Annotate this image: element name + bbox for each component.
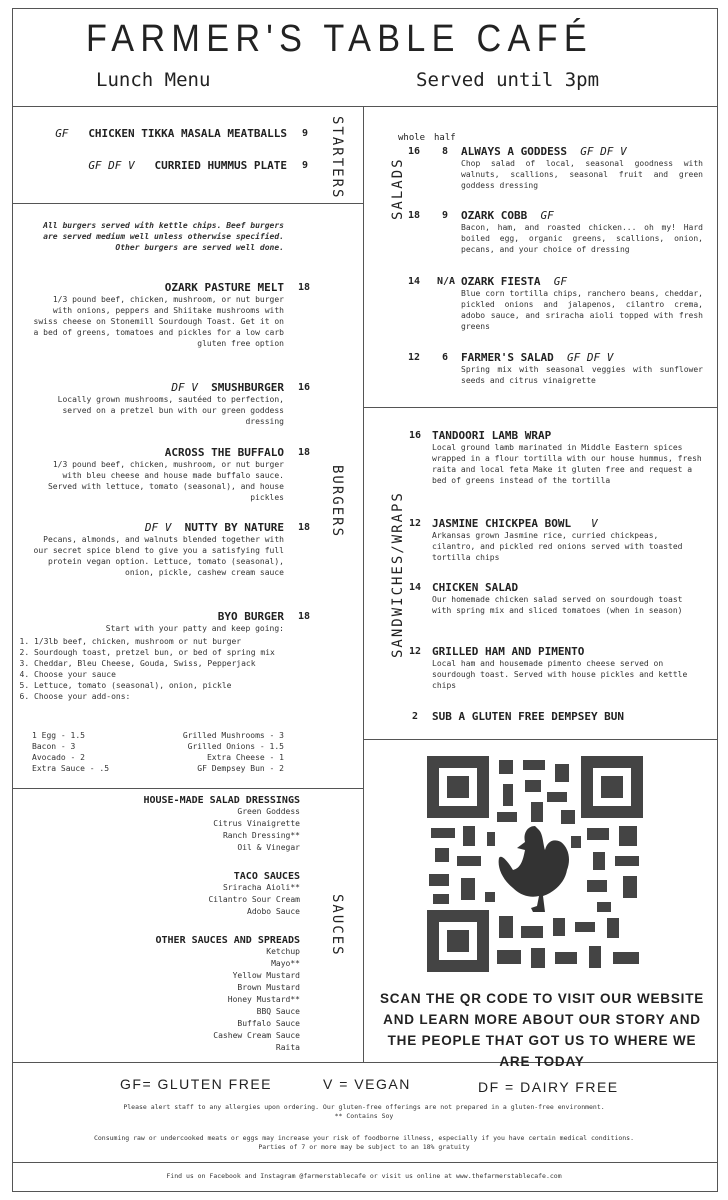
qr-caption: SCAN THE QR CODE TO VISIT OUR WEBSITE AND LEARN MORE ABOUT OUR STORY AND THE PEOPLE THAT GOT US TO WHERE WE ARE TODAY (379, 991, 705, 1069)
diet-tags: GF DF V (88, 159, 135, 172)
price-whole: 12 (408, 352, 421, 363)
list-item: Extra Cheese - 1 (206, 753, 284, 762)
legend-gf: GF= GLUTEN FREE (120, 1076, 273, 1092)
item-name: CURRIED HUMMUS PLATE (154, 159, 287, 172)
diet-tags: GF (540, 209, 554, 222)
item-name: TANDOORI LAMB WRAP (432, 429, 552, 442)
section-label-starters: STARTERS (329, 116, 345, 200)
item-name: OZARK PASTURE MELT (164, 281, 284, 294)
item-description: Locally grown mushrooms, sautéed to perfection, served on a pretzel bun with our green goddess dressing (57, 395, 284, 426)
list-item: Sriracha Aioli** (222, 883, 300, 892)
col-header-whole: whole (398, 133, 426, 143)
item-price: 9 (302, 160, 309, 171)
diet-tags: DF V (144, 521, 172, 534)
sauce-group (60, 795, 300, 854)
price-half: 9 (442, 210, 449, 221)
item-price: 12 (409, 518, 422, 529)
item-description: 1/3 pound beef, chicken, mushroom, or nut burger with onions, peppers and Shiitake mushrooms with swiss cheese on Stonemill Sourdough Toast. Get it on a bed of greens, tomatoes and pickles for a low carb gluten free option (33, 295, 284, 348)
addons-right (150, 730, 284, 774)
item-description: Local ham and housemade pimento cheese served on sourdough toast. Served with house pickles and kettle chips (432, 659, 688, 690)
list-item: Bacon - 3 (32, 742, 76, 751)
price-half: N/A (437, 276, 456, 287)
item-description: Local ground lamb marinated in Middle Eastern spices wrapped in a flour tortilla with our house hummus, fresh raita and local feta Make it gluten free and request a bed of greens instead of the tortilla (432, 443, 702, 485)
soy-notice: ** Contains Soy (334, 1112, 394, 1120)
menu-item (461, 275, 703, 332)
diet-tags: GF DF V (580, 145, 627, 158)
item-name: BYO BURGER (217, 610, 284, 623)
item-price: 9 (302, 128, 309, 139)
list-item: GF Dempsey Bun - 2 (197, 764, 284, 773)
diet-tags: GF (553, 275, 567, 288)
item-description: Start with your patty and keep going: (105, 624, 284, 633)
list-item: 1 Egg - 1.5 (32, 731, 85, 740)
divider (12, 203, 363, 204)
list-item: Ketchup (266, 947, 300, 956)
item-price: 18 (298, 611, 311, 622)
list-item: 4. Choose your sauce (34, 669, 290, 680)
list-item: 1. 1/3lb beef, chicken, mushroom or nut burger (34, 636, 290, 647)
diet-tags: V (590, 517, 598, 530)
item-name: NUTTY BY NATURE (184, 521, 284, 534)
list-item: Cilantro Sour Cream (208, 895, 300, 904)
menu-item (30, 446, 284, 503)
menu-item (432, 710, 702, 723)
item-description: Spring mix with seasonal veggies with sunflower seeds and citrus vinaigrette (461, 365, 703, 385)
menu-item (30, 281, 284, 349)
item-price: 16 (409, 430, 422, 441)
section-label-sauces: SAUCES (329, 894, 345, 957)
social-links[interactable]: Find us on Facebook and Instagram @farmerstablecafe or visit us online at www.thefarmerstablecafe.com (166, 1172, 562, 1180)
sauce-group (60, 871, 300, 918)
item-name: CHICKEN SALAD (432, 581, 519, 594)
menu-item (432, 645, 702, 691)
list-item: Green Goddess (237, 807, 300, 816)
item-name: ALWAYS A GODDESS (461, 145, 567, 158)
group-title: OTHER SAUCES AND SPREADS (155, 935, 300, 946)
diet-tags: DF V (171, 381, 198, 394)
menu-item (432, 581, 702, 616)
price-whole: 18 (408, 210, 421, 221)
diet-tags: GF DF V (566, 351, 614, 364)
menu-item (30, 521, 284, 578)
section-label-burgers: BURGERS (329, 465, 345, 539)
list-item: 6. Choose your add-ons: (34, 691, 290, 702)
item-price: 18 (298, 282, 311, 293)
list-item: Yellow Mustard (232, 971, 300, 980)
list-item: Citrus Vinaigrette (213, 819, 300, 828)
list-item: Grilled Mushrooms - 3 (182, 731, 284, 740)
divider (363, 407, 718, 408)
menu-item (40, 127, 287, 140)
item-name: OZARK COBB (461, 209, 528, 222)
diet-tags: GF (55, 127, 69, 140)
item-name: FARMER'S SALAD (461, 351, 554, 364)
group-title: HOUSE-MADE SALAD DRESSINGS (143, 795, 300, 806)
item-name: SUB A GLUTEN FREE DEMPSEY BUN (432, 710, 625, 723)
divider (12, 106, 718, 107)
sauce-group (60, 935, 300, 1054)
page-title: FARMER'S TABLE CAFÉ (86, 18, 593, 60)
price-half: 6 (442, 352, 449, 363)
legend-v: V = VEGAN (323, 1076, 411, 1092)
served-hours: Served until 3pm (416, 69, 600, 91)
price-whole: 14 (408, 276, 421, 287)
item-description: Our homemade chicken salad served on sourdough toast with spring mix and sliced tomatoes (when in season) (432, 595, 683, 615)
list-item: Grilled Onions - 1.5 (187, 742, 284, 751)
list-item: Mayo** (271, 959, 300, 968)
col-header-half: half (434, 133, 456, 143)
list-item: Honey Mustard** (227, 995, 300, 1004)
item-price: 16 (298, 382, 311, 393)
item-price: 18 (298, 447, 311, 458)
item-price: 18 (298, 522, 311, 533)
burger-note: All burgers served with kettle chips. Beef burgers are served medium well unless otherwise specified. Other burgers are served well done. (43, 221, 284, 252)
list-item: 5. Lettuce, tomato (seasonal), onion, pickle (34, 680, 290, 691)
list-item: Extra Sauce - .5 (32, 764, 110, 773)
list-item: 3. Cheddar, Bleu Cheese, Gouda, Swiss, Pepperjack (34, 658, 290, 669)
list-item: Avocado - 2 (32, 753, 85, 762)
item-price: 2 (412, 711, 419, 722)
section-label-salads: SALADS (390, 157, 406, 220)
item-name: OZARK FIESTA (461, 275, 541, 288)
group-title: TACO SAUCES (233, 871, 300, 882)
list-item: 2. Sourdough toast, pretzel bun, or bed of spring mix (34, 647, 290, 658)
item-name: JASMINE CHICKPEA BOWL (432, 517, 572, 530)
gratuity-notice: Parties of 7 or more may be subject to an 18% gratuity (258, 1143, 470, 1151)
menu-item (30, 381, 284, 427)
raw-food-warning: Consuming raw or undercooked meats or eggs may increase your risk of foodborne illness, especially if you have certain medical conditions. (93, 1134, 635, 1142)
menu-item (461, 145, 703, 191)
item-description: Chop salad of local, seasonal goodness with walnuts, scallions, seasonal fruit and green goddess dressing (461, 159, 703, 190)
item-price: 14 (409, 582, 422, 593)
divider (12, 1162, 718, 1163)
menu-item (461, 351, 703, 386)
allergy-notice: Please alert staff to any allergies upon ordering. Our gluten-free offerings are not prepared in a gluten-free environment. (123, 1103, 605, 1111)
menu-subtitle: Lunch Menu (96, 69, 211, 91)
menu-item (432, 429, 702, 486)
list-item: Brown Mustard (237, 983, 300, 992)
item-description: Arkansas grown Jasmine rice, curried chickpeas, cilantro, and pickled red onions served with toasted tortilla chips (432, 531, 683, 562)
divider (363, 106, 364, 1062)
legend-df: DF = DAIRY FREE (478, 1079, 619, 1095)
menu-item (40, 159, 287, 172)
list-item: BBQ Sauce (256, 1007, 300, 1016)
byo-steps (20, 636, 290, 702)
item-description: Pecans, almonds, and walnuts blended together with our secret spice blend to give you a satisfying full protein vegan option. Lettuce, tomato (seasonal), onion, pickle, cashew cream sauce (33, 535, 284, 577)
price-half: 8 (442, 146, 449, 157)
section-label-sandwiches: SANDWICHES/WRAPS (390, 491, 406, 658)
menu-item (432, 517, 702, 563)
item-description: Bacon, ham, and roasted chicken... oh my! Hard boiled egg, organic greens, scallions, onion, pecans, and your choice of dressing (461, 223, 703, 254)
item-name: CHICKEN TIKKA MASALA MEATBALLS (88, 127, 287, 140)
list-item: Raita (275, 1043, 300, 1052)
qr-code[interactable] (427, 756, 643, 972)
list-item: Oil & Vinegar (237, 843, 300, 852)
item-name: ACROSS THE BUFFALO (164, 446, 284, 459)
list-item: Buffalo Sauce (237, 1019, 300, 1028)
item-price: 12 (409, 646, 422, 657)
list-item: Cashew Cream Sauce (213, 1031, 300, 1040)
item-name: SMUSHBURGER (211, 381, 284, 394)
divider (363, 739, 718, 740)
menu-item (461, 209, 703, 255)
divider (12, 788, 363, 789)
rooster-logo (499, 826, 569, 912)
item-name: GRILLED HAM AND PIMENTO (432, 645, 585, 658)
menu-item (30, 610, 284, 634)
price-whole: 16 (408, 146, 421, 157)
item-description: Blue corn tortilla chips, ranchero beans, cheddar, pickled onions and jalapenos, cilantro crema, adobo sauce, and sriracha aioli topped with fresh greens (461, 289, 703, 331)
list-item: Ranch Dressing** (222, 831, 300, 840)
list-item: Adobo Sauce (247, 907, 300, 916)
addons-left (32, 730, 152, 774)
item-description: 1/3 pound beef, chicken, mushroom, or nut burger with bleu cheese and house made buffalo sauce. Served with lettuce, tomato (seasonal), and house pickles (47, 460, 284, 502)
